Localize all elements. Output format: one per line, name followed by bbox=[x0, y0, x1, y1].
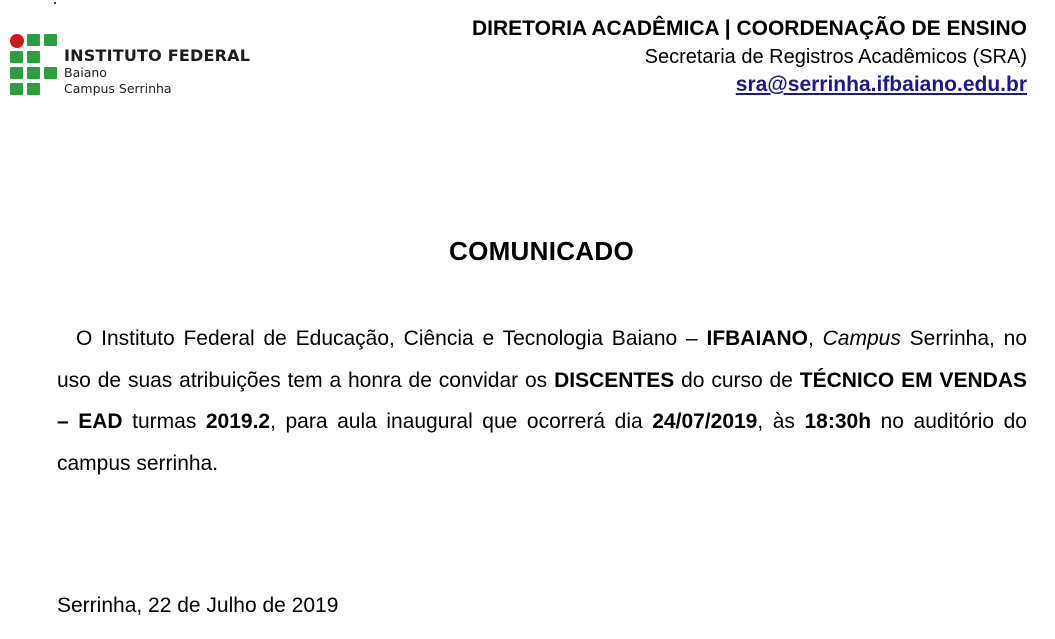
body-paragraph bbox=[57, 318, 1027, 484]
logo-square bbox=[27, 51, 40, 63]
header-subtitle: Secretaria de Registros Acadêmicos (SRA) bbox=[644, 46, 1027, 68]
body-text-segment: O Instituto Federal de Educação, Ciência e Tecnologia Baiano – bbox=[76, 327, 707, 350]
body-bold-discentes: DISCENTES bbox=[554, 368, 675, 392]
date-line: Serrinha, 22 de Julho de 2019 bbox=[57, 594, 339, 617]
logo-line-1: Baiano bbox=[64, 65, 107, 80]
institution-logo bbox=[10, 34, 260, 100]
logo-square bbox=[10, 67, 23, 79]
body-bold-date: 24/07/2019 bbox=[652, 410, 758, 433]
header-title: DIRETORIA ACADÊMICA | COORDENAÇÃO DE ENSINO bbox=[471, 17, 1027, 40]
if-logo-grid-icon bbox=[10, 34, 58, 96]
body-text-segment: , bbox=[807, 327, 823, 350]
logo-square bbox=[44, 34, 57, 46]
logo-square bbox=[10, 51, 23, 63]
document-title: COMUNICADO bbox=[449, 236, 634, 266]
body-bold-ifbaiano: IFBAIANO bbox=[706, 327, 808, 350]
body-text-segment: turmas bbox=[122, 410, 206, 433]
body-text-segment: no auditório do campus serrinha. bbox=[57, 410, 1027, 475]
document-header bbox=[472, 14, 1027, 99]
logo-square bbox=[27, 83, 40, 95]
body-text-segment: , às bbox=[757, 410, 805, 433]
body-bold-time: 18:30h bbox=[804, 410, 872, 433]
body-bold-class: 2019.2 bbox=[205, 410, 271, 433]
logo-square bbox=[27, 67, 40, 79]
logo-text bbox=[64, 46, 250, 97]
logo-line-2: Campus Serrinha bbox=[64, 81, 172, 96]
logo-square bbox=[10, 83, 23, 95]
body-text-segment: , para aula inaugural que ocorrerá dia bbox=[270, 410, 653, 433]
body-bold-course: TÉCNICO EM VENDAS – EAD bbox=[57, 368, 1028, 433]
body-text-segment: do curso de bbox=[674, 368, 800, 392]
logo-square bbox=[44, 67, 57, 79]
header-email-link[interactable]: sra@serrinha.ifbaiano.edu.br bbox=[735, 73, 1027, 96]
body-text-segment: Serrinha, no uso de suas atribuições tem a honra de convidar os bbox=[57, 327, 1027, 392]
logo-title: INSTITUTO FEDERAL bbox=[64, 46, 251, 65]
logo-square bbox=[27, 34, 40, 46]
body-italic-campus: Campus bbox=[822, 327, 901, 350]
scan-artifact-dot bbox=[54, 2, 56, 4]
logo-red-circle bbox=[10, 34, 24, 48]
